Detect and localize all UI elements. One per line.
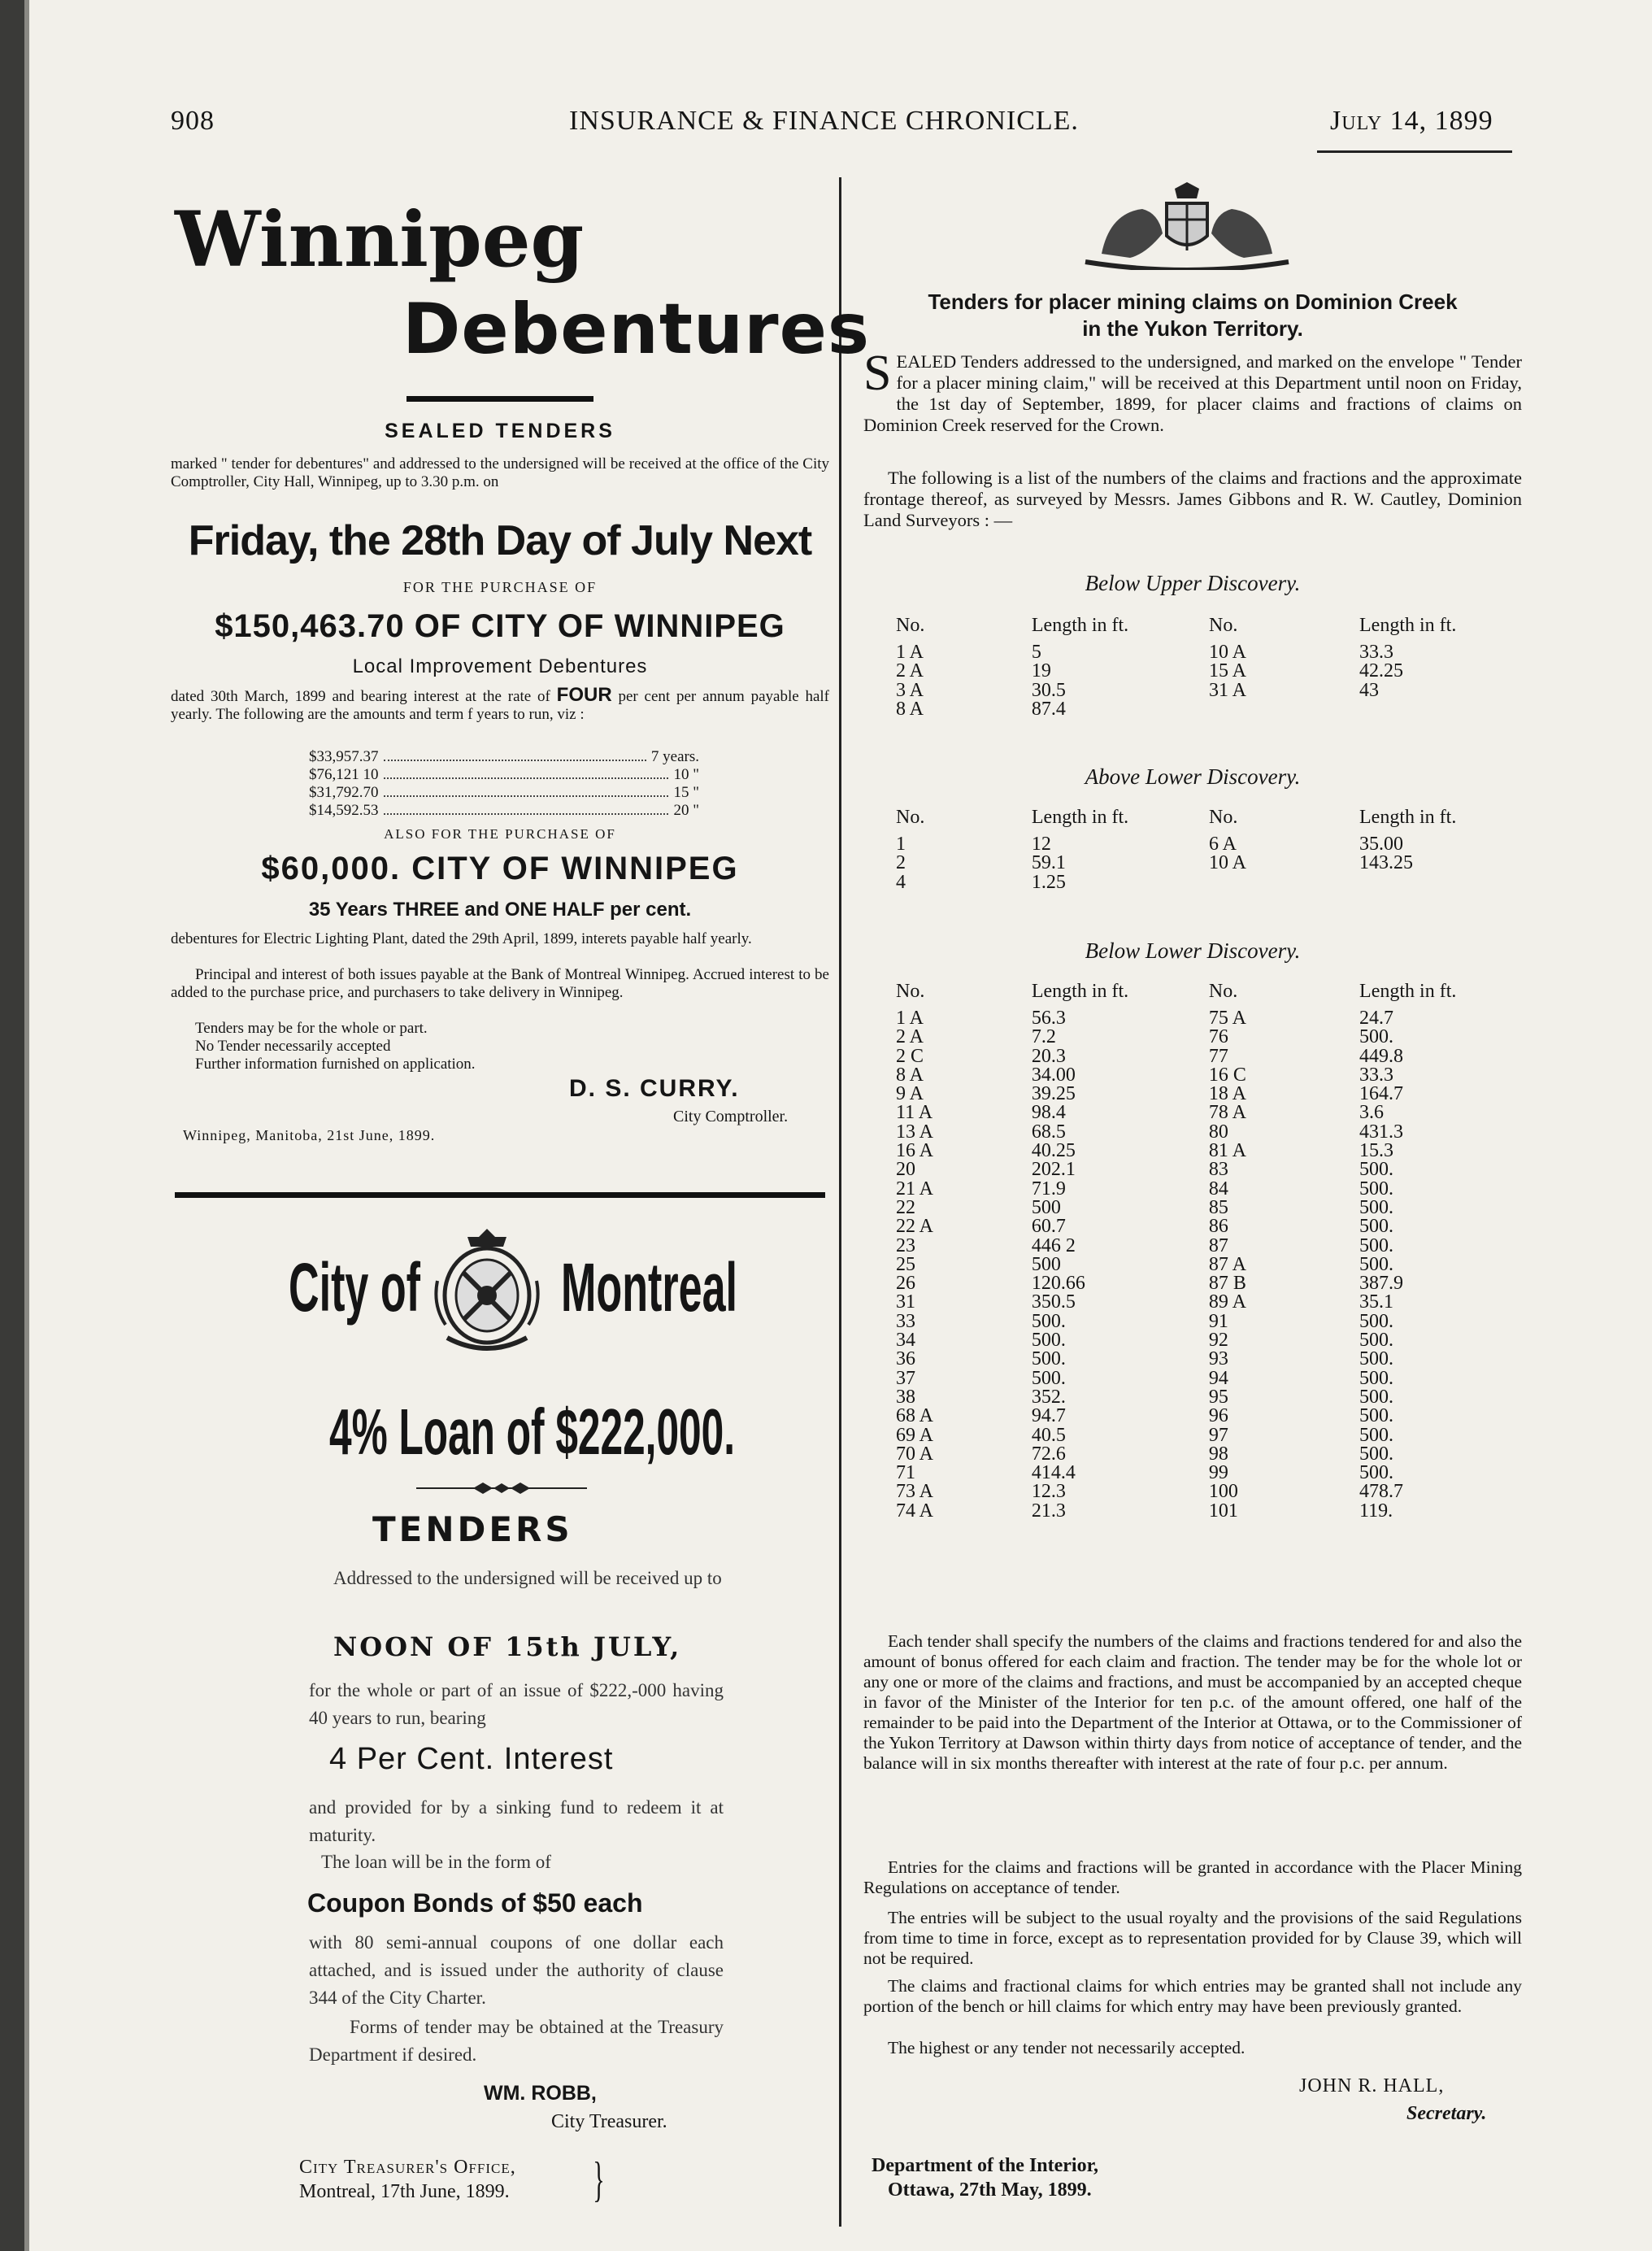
claim-length: 98.4	[1031, 1102, 1066, 1124]
claim-length: 500.	[1031, 1330, 1066, 1352]
table-row	[888, 1256, 1522, 1274]
brace-icon: }	[593, 2153, 605, 2206]
claim-length: 352.	[1031, 1386, 1066, 1408]
claim-length: 5	[1031, 642, 1041, 663]
yukon-paragraph-1: Each tender shall specify the numbers of the claims and fractions tendered for and also the amount of bonus offered for each claim and fraction. The tender may be for the whole lot or any one or more of the claims and fractions, and must be accompanied by an accepted cheque in favor of the Minister of the Interior for ten p.c. of the amount offered, one half of the remainder to be paid into the Department of the Interior at Ottawa, or to the Commissioner of the Yukon Territory at Dawson within thirty days from notice of acceptance of tender, and the balance will in six months thereafter with interest at the rate of four p.c. per annum.	[863, 1631, 1522, 1773]
yukon-paragraph-4: The claims and fractional claims for which entries may be granted shall not include any portion of the bench or hill claims for which entry may have been previously granted.	[863, 1976, 1522, 2016]
claim-no: 84	[1208, 1178, 1228, 1200]
table-row	[888, 1123, 1522, 1142]
claim-no: 1	[896, 834, 906, 855]
claim-no: 100	[1208, 1481, 1238, 1503]
claim-length: 500.	[1359, 1234, 1394, 1256]
col-header-length: Length in ft.	[1359, 981, 1457, 1002]
claim-no: 38	[896, 1386, 915, 1408]
claim-no: 20	[896, 1159, 915, 1181]
claim-no: 10 A	[1208, 642, 1246, 663]
claim-length: 35.00	[1359, 834, 1404, 855]
col-header-no: No.	[1208, 807, 1238, 828]
claim-no: 89 A	[1208, 1291, 1246, 1313]
table-row	[888, 1047, 1522, 1066]
claim-length: 12.3	[1031, 1481, 1066, 1503]
claim-length: 3.6	[1359, 1102, 1385, 1124]
claim-length: 500	[1031, 1196, 1061, 1218]
claim-length: 40.5	[1031, 1424, 1066, 1446]
column-rule	[839, 177, 841, 2227]
claim-no: 83	[1208, 1159, 1228, 1181]
montreal-signer-title: City Treasurer.	[551, 2111, 667, 2132]
claim-no: 1 A	[896, 642, 924, 663]
claim-length: 7.2	[1031, 1026, 1056, 1048]
col-header-length: Length in ft.	[1359, 807, 1457, 828]
claim-no: 87 B	[1208, 1273, 1246, 1295]
claim-no: 76	[1208, 1026, 1228, 1048]
claim-length: 24.7	[1359, 1008, 1394, 1029]
claim-no: 86	[1208, 1216, 1228, 1238]
winnipeg-amount-1: $150,463.70 OF CITY OF WINNIPEG	[215, 608, 785, 644]
claim-length: 43	[1359, 679, 1380, 701]
claim-length: 87.4	[1031, 698, 1066, 720]
claim-length: 33.3	[1359, 1064, 1394, 1086]
claim-no: 75 A	[1208, 1008, 1246, 1029]
claims-table-above-lower	[888, 807, 1522, 892]
table-row	[888, 1445, 1522, 1464]
yukon-title-line1: Tenders for placer mining claims on Dominion Creek	[928, 290, 1458, 314]
claim-length: 164.7	[1359, 1083, 1404, 1105]
yukon-intro: SEALED Tenders addressed to the undersigned, and marked on the envelope " Tender for a placer mining claim," will be received at this Department until noon on Friday, the 1st day of September, 1899, for placer claims and fractions of claims on Dominion Creek reserved for the Crown.	[863, 346, 1522, 435]
table-row	[888, 681, 1522, 700]
claim-length: 72.6	[1031, 1443, 1066, 1465]
table-row	[888, 1502, 1522, 1521]
winnipeg-amounts-list	[171, 748, 829, 820]
amount-row: $14,592.53 20 "	[309, 802, 699, 819]
winnipeg-amount-2-sub: 35 Years THREE and ONE HALF per cent.	[308, 899, 692, 921]
col-header-length: Length in ft.	[1031, 981, 1129, 1002]
claim-length: 60.7	[1031, 1216, 1066, 1238]
header-rule	[1317, 150, 1512, 153]
claim-length: 500.	[1359, 1386, 1394, 1408]
col-header-length: Length in ft.	[1359, 615, 1457, 636]
table-row	[888, 1160, 1522, 1179]
claim-length: 500.	[1359, 1196, 1394, 1218]
claim-length: 120.66	[1031, 1273, 1085, 1295]
table-row	[888, 1293, 1522, 1312]
claim-length: 500.	[1359, 1159, 1394, 1181]
amount-row: $76,121 10 10 "	[309, 766, 699, 783]
claim-no: 16 A	[896, 1140, 934, 1162]
claim-length: 500	[1031, 1253, 1061, 1275]
table-row	[888, 643, 1522, 662]
claim-no: 87	[1208, 1234, 1228, 1256]
claim-length: 12	[1031, 834, 1051, 855]
claim-length: 1.25	[1031, 871, 1066, 893]
yukon-dept: Department of the Interior,	[872, 2155, 1099, 2176]
amount-row: $33,957.37 7 years.	[309, 748, 699, 765]
claim-no: 3 A	[896, 679, 924, 701]
winnipeg-date-line: Friday, the 28th Day of July Next	[188, 517, 812, 564]
table-row	[888, 854, 1522, 873]
table-row	[888, 1217, 1522, 1236]
claim-length: 59.1	[1031, 852, 1066, 874]
claim-no: 71	[896, 1462, 915, 1484]
table-row	[888, 1066, 1522, 1085]
claim-length: 33.3	[1359, 642, 1394, 663]
claim-no: 101	[1208, 1500, 1238, 1522]
montreal-noon: NOON OF 15th JULY,	[333, 1631, 682, 1662]
claim-no: 8 A	[896, 698, 924, 720]
claim-length: 500.	[1359, 1178, 1394, 1200]
claim-length: 500.	[1031, 1367, 1066, 1389]
claim-no: 95	[1208, 1386, 1228, 1408]
table-row	[888, 835, 1522, 854]
claim-length: 500.	[1359, 1367, 1394, 1389]
yukon-dept-date: Ottawa, 27th May, 1899.	[888, 2179, 1092, 2201]
claim-length: 500.	[1359, 1348, 1394, 1370]
table-row	[888, 1009, 1522, 1028]
col-header-length: Length in ft.	[1031, 615, 1129, 636]
claims-table-below-upper	[888, 615, 1522, 719]
winnipeg-sealed-tenders: SEALED TENDERS	[385, 420, 615, 442]
claim-no: 78 A	[1208, 1102, 1246, 1124]
claim-length: 143.25	[1359, 852, 1414, 874]
winnipeg-body-5: No Tender necessarily accepted	[195, 1038, 391, 1055]
claim-length: 500.	[1359, 1424, 1394, 1446]
claim-no: 31	[896, 1291, 915, 1313]
table-row	[888, 1331, 1522, 1350]
winnipeg-amount-2: $60,000. CITY OF WINNIPEG	[261, 851, 739, 886]
claim-no: 36	[896, 1348, 915, 1370]
claim-no: 98	[1208, 1443, 1228, 1465]
claim-length: 30.5	[1031, 679, 1066, 701]
claim-length: 94.7	[1031, 1405, 1066, 1427]
claim-no: 13 A	[896, 1121, 934, 1143]
table-row	[888, 1426, 1522, 1445]
claim-no: 85	[1208, 1196, 1228, 1218]
ornament-divider-icon	[416, 1480, 587, 1496]
claim-length: 500.	[1359, 1253, 1394, 1275]
winnipeg-signer: D. S. CURRY.	[569, 1075, 740, 1102]
montreal-loan: 4% Loan of $222,000.	[329, 1395, 735, 1468]
claim-no: 92	[1208, 1330, 1228, 1352]
claim-no: 2 A	[896, 1026, 924, 1048]
table-row	[888, 1085, 1522, 1104]
yukon-intro-2: The following is a list of the numbers of the claims and fractions and the approximate frontage thereof, as surveyed by Messrs. James Gibbons and R. W. Cautley, Dominion Land Surveyors : —	[863, 468, 1522, 530]
montreal-loan-form: The loan will be in the form of	[321, 1852, 551, 1872]
claim-length: 500.	[1031, 1348, 1066, 1370]
table-row	[888, 1180, 1522, 1199]
table-row	[888, 1313, 1522, 1331]
montreal-title-left: City of	[289, 1249, 421, 1326]
table-row	[888, 1274, 1522, 1293]
yukon-paragraph-5: The highest or any tender not necessarily accepted.	[888, 2038, 1246, 2057]
montreal-forms: Forms of tender may be obtained at the Treasury Department if desired.	[309, 2017, 724, 2065]
montreal-coupon: Coupon Bonds of $50 each	[307, 1888, 643, 1918]
winnipeg-body-3: Principal and interest of both issues payable at the Bank of Montreal Winnipeg. Accrued interest to be added to the purchase price, and purchasers to take delivery in Winnipeg.	[171, 966, 829, 1001]
montreal-title-right: Montreal	[561, 1249, 738, 1326]
section-heading-below-upper: Below Upper Discovery.	[1085, 571, 1301, 595]
table-row	[888, 1369, 1522, 1388]
table-row	[888, 873, 1522, 892]
claim-length: 500.	[1359, 1443, 1394, 1465]
issue-date: July 14, 1899	[1330, 106, 1493, 136]
claim-length	[1327, 700, 1522, 719]
claim-length: 15.3	[1359, 1140, 1394, 1162]
table-row	[888, 1388, 1522, 1407]
claim-length: 202.1	[1031, 1159, 1076, 1181]
table-row	[888, 662, 1522, 681]
claim-length: 34.00	[1031, 1064, 1076, 1086]
claim-length: 20.3	[1031, 1045, 1066, 1067]
winnipeg-body-6: Further information furnished on application.	[195, 1056, 476, 1073]
col-header-no: No.	[896, 615, 925, 636]
montreal-tenders-heading: TENDERS	[372, 1509, 573, 1549]
claim-no: 99	[1208, 1462, 1228, 1484]
claim-no: 96	[1208, 1405, 1228, 1427]
claim-no: 6 A	[1208, 834, 1237, 855]
claim-length: 431.3	[1359, 1121, 1404, 1143]
winnipeg-body-2: debentures for Electric Lighting Plant, dated the 29th April, 1899, interets payable half yearly.	[171, 930, 752, 947]
claim-no: 22	[896, 1196, 915, 1218]
claim-length: 500.	[1359, 1310, 1394, 1332]
table-row	[888, 1104, 1522, 1122]
claim-no: 91	[1208, 1310, 1228, 1332]
claims-table-below-lower	[888, 981, 1522, 1521]
col-header-length: Length in ft.	[1031, 807, 1129, 828]
table-row	[888, 1464, 1522, 1483]
claim-length: 56.3	[1031, 1008, 1066, 1029]
table-row	[888, 1483, 1522, 1501]
claim-no: 93	[1208, 1348, 1228, 1370]
winnipeg-purchase-label-1: FOR THE PURCHASE OF	[402, 579, 598, 595]
page-binding-edge	[0, 0, 24, 2251]
claim-no: 68 A	[896, 1405, 934, 1427]
claim-no: 8 A	[896, 1064, 924, 1086]
claim-no: 97	[1208, 1424, 1228, 1446]
claim-length: 478.7	[1359, 1481, 1404, 1503]
yukon-paragraph-2: Entries for the claims and fractions will be granted in accordance with the Placer Mining Regulations on acceptance of tender.	[863, 1857, 1522, 1897]
claim-no: 37	[896, 1367, 915, 1389]
claim-length: 500.	[1359, 1462, 1394, 1484]
montreal-office: City Treasurer's Office,	[299, 2157, 516, 2178]
claim-no: 15 A	[1208, 660, 1246, 682]
claim-length: 446 2	[1031, 1234, 1076, 1256]
claim-no: 21 A	[896, 1178, 934, 1200]
winnipeg-title-line2: Debentures	[402, 289, 871, 370]
winnipeg-intro: marked " tender for debentures" and addressed to the undersigned will be received at the office of the City Comptroller, City Hall, Winnipeg, up to 3.30 p.m. on	[171, 455, 829, 490]
claim-length: 68.5	[1031, 1121, 1066, 1143]
amount-row: $31,792.70 15 "	[309, 784, 699, 801]
claim-no: 74 A	[896, 1500, 934, 1522]
col-header-no: No.	[1208, 981, 1238, 1002]
claim-length: 42.25	[1359, 660, 1404, 682]
claim-no: 77	[1208, 1045, 1228, 1067]
winnipeg-signer-title: City Comptroller.	[673, 1108, 789, 1126]
claim-no: 73 A	[896, 1481, 934, 1503]
col-header-no: No.	[896, 807, 925, 828]
claim-no: 18 A	[1208, 1083, 1246, 1105]
claim-no: 80	[1208, 1121, 1228, 1143]
claim-no: 25	[896, 1253, 915, 1275]
montreal-signer: WM. ROBB,	[484, 2082, 597, 2105]
table-row	[888, 1028, 1522, 1047]
section-heading-above-lower: Above Lower Discovery.	[1085, 764, 1301, 789]
montreal-coupon-body: with 80 semi-annual coupons of one dollar each attached, and is issued under the authority of clause 344 of the City Charter.	[309, 1932, 724, 2008]
winnipeg-amount-1-sub: Local Improvement Debentures	[352, 655, 648, 677]
claim-length: 500.	[1359, 1330, 1394, 1352]
claim-no	[1201, 700, 1327, 719]
claim-no: 1 A	[896, 1008, 924, 1029]
claim-length: 19	[1031, 660, 1051, 682]
ad-separator-rule	[175, 1192, 825, 1198]
royal-arms-crest-icon	[1077, 181, 1297, 270]
yukon-paragraph-3: The entries will be subject to the usual royalty and the provisions of the said Regulations from time to time in force, except as to representation provided for by Clause 39, which will not be required.	[863, 1908, 1522, 1968]
table-row	[888, 1237, 1522, 1256]
claim-length: 39.25	[1031, 1083, 1076, 1105]
claim-no: 22 A	[896, 1216, 934, 1238]
claim-no: 11 A	[896, 1102, 933, 1124]
page-binding-shadow	[24, 0, 29, 2251]
winnipeg-place-date: Winnipeg, Manitoba, 21st June, 1899.	[183, 1127, 436, 1143]
col-header-no: No.	[1208, 615, 1238, 636]
claim-length: 35.1	[1359, 1291, 1394, 1313]
claim-length: 21.3	[1031, 1500, 1066, 1522]
section-heading-below-lower: Below Lower Discovery.	[1085, 938, 1301, 963]
claim-length: 350.5	[1031, 1291, 1076, 1313]
claim-no: 10 A	[1208, 852, 1246, 874]
claim-no: 2	[896, 852, 906, 874]
winnipeg-title-rule	[406, 396, 593, 402]
claim-length: 387.9	[1359, 1273, 1404, 1295]
montreal-sinking: and provided for by a sinking fund to redeem it at maturity.	[309, 1797, 724, 1845]
claim-no: 16 C	[1208, 1064, 1246, 1086]
claim-length: 500.	[1359, 1026, 1394, 1048]
winnipeg-dated-text: dated 30th March, 1899 and bearing interest at the rate of FOUR per cent per annum payable half yearly. The following are the amounts and term f years to run, viz :	[171, 684, 830, 723]
table-row	[888, 1142, 1522, 1160]
claim-no	[1201, 873, 1327, 892]
claim-length: 414.4	[1031, 1462, 1076, 1484]
claim-no: 69 A	[896, 1424, 934, 1446]
montreal-coat-of-arms-icon	[431, 1224, 543, 1356]
claim-no: 33	[896, 1310, 915, 1332]
claim-no: 81 A	[1208, 1140, 1246, 1162]
montreal-office-date: Montreal, 17th June, 1899.	[299, 2181, 510, 2202]
yukon-title-line2: in the Yukon Territory.	[1082, 316, 1303, 341]
claim-length: 500.	[1359, 1216, 1394, 1238]
winnipeg-body-4: Tenders may be for the whole or part.	[195, 1020, 428, 1037]
claim-length: 500.	[1031, 1310, 1066, 1332]
montreal-addressed: Addressed to the undersigned will be received up to	[333, 1568, 722, 1588]
claim-no: 94	[1208, 1367, 1228, 1389]
claim-no: 26	[896, 1273, 915, 1295]
claim-length: 500.	[1359, 1405, 1394, 1427]
claim-no: 70 A	[896, 1443, 934, 1465]
claim-no: 2 A	[896, 660, 924, 682]
yukon-signer: JOHN R. HALL,	[1299, 2075, 1445, 2096]
claim-no: 23	[896, 1234, 915, 1256]
claim-no: 9 A	[896, 1083, 924, 1105]
winnipeg-title-line1: Winnipeg	[175, 195, 585, 285]
claim-no: 31 A	[1208, 679, 1246, 701]
claim-no: 34	[896, 1330, 915, 1352]
claim-no: 4	[896, 871, 906, 893]
montreal-whole: for the whole or part of an issue of $222,-000 having 40 years to run, bearing	[309, 1680, 724, 1728]
table-row	[888, 700, 1522, 719]
claim-length	[1327, 873, 1522, 892]
montreal-interest: 4 Per Cent. Interest	[329, 1742, 614, 1776]
yukon-signer-title: Secretary.	[1406, 2103, 1487, 2124]
publication-title: INSURANCE & FINANCE CHRONICLE.	[569, 106, 1079, 136]
col-header-no: No.	[896, 981, 925, 1002]
claim-length: 449.8	[1359, 1045, 1404, 1067]
claim-no: 87 A	[1208, 1253, 1246, 1275]
winnipeg-purchase-label-2: ALSO FOR THE PURCHASE OF	[384, 826, 616, 842]
claim-no: 2 C	[896, 1045, 924, 1067]
table-row	[888, 1199, 1522, 1217]
claim-length: 71.9	[1031, 1178, 1066, 1200]
page-number: 908	[171, 106, 215, 136]
claim-length: 119.	[1359, 1500, 1393, 1522]
claim-length: 40.25	[1031, 1140, 1076, 1162]
table-row	[888, 1407, 1522, 1426]
table-row	[888, 1350, 1522, 1369]
